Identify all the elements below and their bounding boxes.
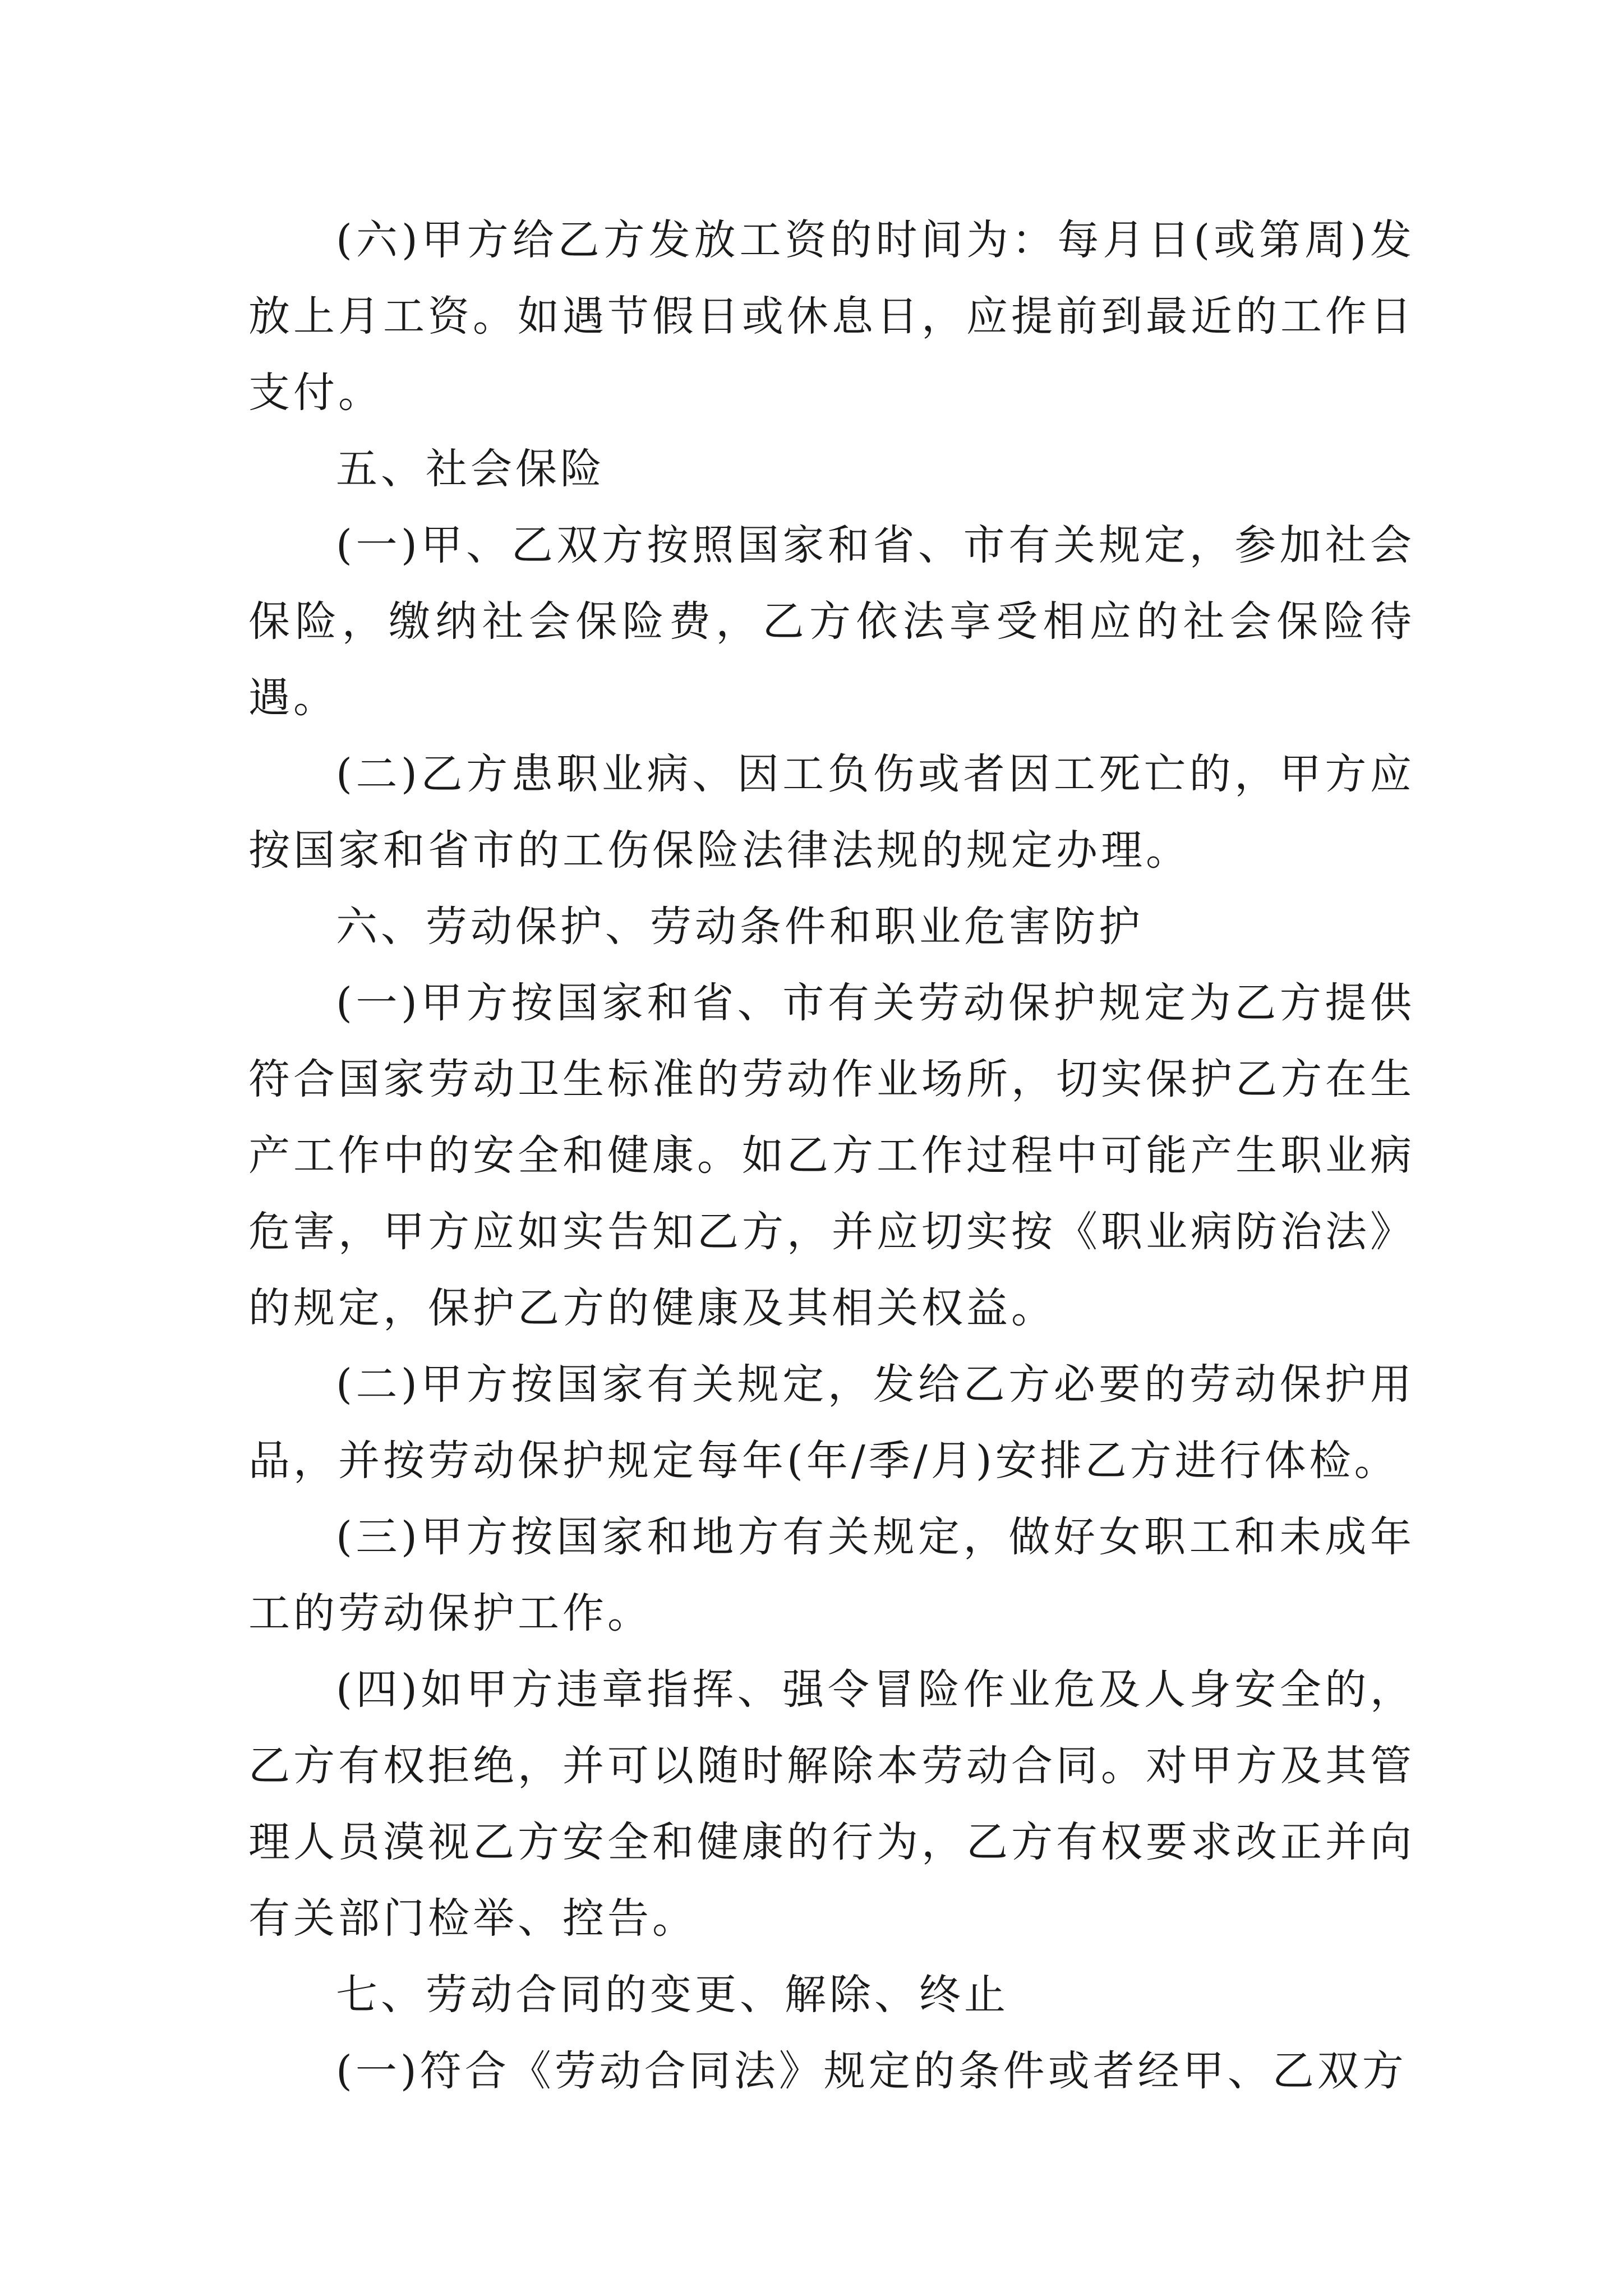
paragraph-contract-change-1: (一)符合《劳动合同法》规定的条件或者经甲、乙双方 bbox=[336, 2047, 1407, 2095]
paragraph-labor-protection-1: (一)甲方按国家和省、市有关劳动保护规定为乙方提供符合国家劳动卫生标准的劳动作业场所，切实保护乙方在生产工作中的安全和健康。如乙方工作过程中可能产生职业病危害，甲方应如实告知乙方，并应切实按《职业病防治法》的规定，保护乙方的健康及其相关权益。 bbox=[248, 979, 1415, 1332]
section-heading-labor-protection: 六、劳动保护、劳动条件和职业危害防护 bbox=[336, 903, 1144, 951]
section-heading-contract-change: 七、劳动合同的变更、解除、终止 bbox=[336, 1971, 1009, 2019]
paragraph-labor-protection-4: (四)如甲方违章指挥、强令冒险作业危及人身安全的，乙方有权拒绝，并可以随时解除本劳动合同。对甲方及其管理人员漠视乙方安全和健康的行为，乙方有权要求改正并向有关部门检举、控告。 bbox=[248, 1665, 1415, 1943]
paragraph-labor-protection-3: (三)甲方按国家和地方有关规定，做好女职工和未成年工的劳动保护工作。 bbox=[248, 1513, 1415, 1637]
section-heading-social-insurance: 五、社会保险 bbox=[336, 445, 605, 493]
paragraph-labor-protection-2: (二)甲方按国家有关规定，发给乙方必要的劳动保护用品，并按劳动保护规定每年(年/季/月)安排乙方进行体检。 bbox=[248, 1360, 1415, 1485]
paragraph-social-insurance-1: (一)甲、乙双方按照国家和省、市有关规定，参加社会保险，缴纳社会保险费，乙方依法享受相应的社会保险待遇。 bbox=[248, 521, 1415, 722]
paragraph-social-insurance-2: (二)乙方患职业病、因工负伤或者因工死亡的，甲方应按国家和省市的工伤保险法律法规的规定办理。 bbox=[248, 750, 1415, 875]
document-body bbox=[248, 202, 1415, 2109]
paragraph-wage-payment-time: (六)甲方给乙方发放工资的时间为：每月日(或第周)发放上月工资。如遇节假日或休息日，应提前到最近的工作日支付。 bbox=[248, 216, 1415, 417]
